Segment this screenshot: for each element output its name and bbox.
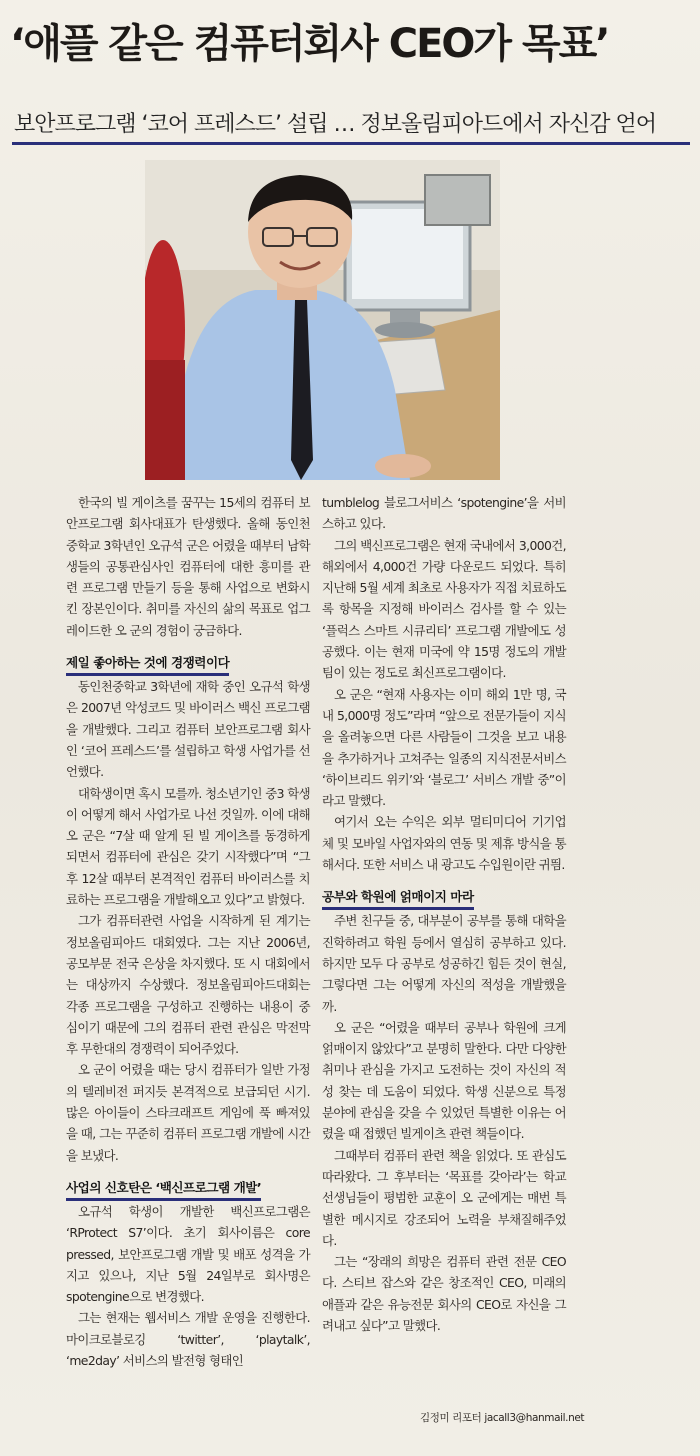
section-heading-2: 사업의 신호탄은 ‘백신프로그램 개발’: [66, 1177, 261, 1201]
section-heading-3: 공부와 학원에 얽매이지 마라: [322, 886, 474, 910]
section-heading-1: 제일 좋아하는 것에 경쟁력이다: [66, 652, 229, 676]
article-photo: [145, 160, 500, 480]
paragraph: 여기서 오는 수익은 외부 멀티미디어 기기업체 및 모바일 사업자와의 연동 및 제휴 방식을 통해서다. 또한 서비스 내 광고도 수입원이란 귀띔.: [322, 814, 566, 873]
paragraph: 오 군은 “현재 사용자는 이미 해외 1만 명, 국내 5,000명 정도”라며 “앞으로 전문가들이 지식을 올려놓으면 다른 사람들이 그것을 보고 내용을 추가하거나 고쳐주는 일종의 지식전문서비스 ‘하이브리드 위키’와 ‘블로그’ 서비스 개발 중”이라고 말했다.: [322, 686, 566, 809]
paragraph: 그는 “장래의 희망은 컴퓨터 관련 전문 CEO다. 스티브 잡스와 같은 창조적인 CEO, 미래의 애플과 같은 유능전문 회사의 CEO로 자신을 그려내고 싶다”고 말했다.: [322, 1254, 566, 1333]
headline: ‘애플 같은 컴퓨터회사 CEO가 목표’: [10, 21, 609, 67]
reporter-byline: 김정미 리포터 jacall3@hanmail.net: [420, 1412, 585, 1424]
paragraph: 오규석 학생이 개발한 백신프로그램은 ‘RProtect S7’이다. 초기 회사이름은 core pressed, 보안프로그램 개발 및 배포 성격을 가지고 있으나, 지난 5월 24일부로 회사명은 spotengine으로 변경했다.: [66, 1203, 310, 1305]
paragraph: 그가 컴퓨터관련 사업을 시작하게 된 계기는 정보올림피아드 대회였다. 그는 지난 2006년, 공모부문 전국 은상을 차지했다. 또 시 대회에서는 대상까지 수상했다. 정보올림피아드대회는 각종 프로그램을 구성하고 진행하는 내용이 중심이기 때문에 그의 컴퓨터 관련 관심은 막전막후 무한대의 경쟁력이 되어주었다.: [66, 913, 310, 1057]
subheadline: 보안프로그램 ‘코어 프레스드’ 설립 … 정보올림피아드에서 자신감 얻어: [14, 112, 656, 137]
left-column: [66, 492, 310, 1371]
subheadline-rule: [12, 142, 690, 145]
paragraph: 그때부터 컴퓨터 관련 책을 읽었다. 또 관심도 따라왔다. 그 후부터는 ‘목표를 갖아라’는 학교 선생님들이 평범한 교훈이 오 군에게는 매번 특별한 메시지로 강조되어 노력을 부채질해주었다.: [322, 1147, 566, 1248]
paragraph: 주변 친구들 중, 대부분이 공부를 통해 대학을 진학하려고 학원 등에서 열심히 공부하고 있다. 하지만 모두 다 공부로 성공하긴 힘든 것이 현실, 그렇다면 그는 어떻게 자신의 적성을 개발했을까.: [322, 913, 566, 1014]
paragraph: 그의 백신프로그램은 현재 국내에서 3,000건, 해외에서 4,000건 가량 다운로드 되었다. 특히 지난해 5월 세계 최초로 사용자가 직접 치료하도록 항목을 지정해 바이러스 검사를 할 수 있는 ‘플럭스 스마트 시큐리티’ 프로그램 개발에도 성공했다. 이는 현재 미국에 약 15명 정도의 개발팀이 있는 정도로 최신프로그램이다.: [322, 537, 566, 681]
paragraph: tumblelog 블로그서비스 ‘spotengine’을 서비스하고 있다.: [322, 495, 566, 532]
paragraph: 대학생이면 혹시 모를까. 청소년기인 중3 학생이 어떻게 해서 사업가로 나선 것일까. 이에 대해 오 군은 “7살 때 알게 된 빌 게이츠를 동경하게 되면서 컴퓨터에 관심은 갖기 시작했다”며 “그 후 12살 때부터 본격적인 컴퓨터 바이러스를 치료하는 프로그램을 개발해오고 있다”고 밝혔다.: [66, 785, 310, 908]
paragraph: 동인천중학교 3학년에 재학 중인 오규석 학생은 2007년 악성코드 및 바이러스 백신 프로그램을 개발했다. 그리고 컴퓨터 보안프로그램 회사인 ‘코어 프레스드’를 설립하고 학생 사업가를 선언했다.: [66, 679, 310, 780]
paragraph: 오 군이 어렸을 때는 당시 컴퓨터가 일반 가정의 텔레비전 퍼지듯 본격적으로 보급되던 시기. 많은 아이들이 스타크래프트 게임에 푹 빠져있을 때, 그는 꾸준히 컴퓨터 프로그램 개발에 시간을 보냈다.: [66, 1062, 310, 1163]
article-intro: 한국의 빌 게이츠를 꿈꾸는 15세의 컴퓨터 보안프로그램 회사대표가 탄생했다. 올해 동인천중학교 3학년인 오규석 군은 어렸을 때부터 남학생들의 공통관심사인 컴퓨터에 대한 흥미를 관련 프로그램 만들기 등을 통해 사업으로 변화시킨 장본인이다. 취미를 자신의 삶의 목표로 업그레이드한 오 군의 경험이 궁금하다.: [66, 495, 310, 638]
right-column: [322, 492, 566, 1336]
paragraph: 오 군은 “어렸을 때부터 공부나 학원에 크게 얽매이지 않았다”고 분명히 말한다. 다만 다양한 취미나 관심을 가지고 도전하는 것이 자신의 적성 찾는 데 도움이 되었다. 학생 신분으로 특정 분야에 관심을 갖을 수 있었던 특별한 이유는 어렸을 때 접했던 빌게이츠 관련 책들이다.: [322, 1019, 566, 1142]
paragraph: 그는 현재는 웹서비스 개발 운영을 진행한다. 마이크로블로깅 ‘twitter’, ‘playtalk’, ‘me2day’ 서비스의 발전형 형태인: [66, 1310, 310, 1368]
